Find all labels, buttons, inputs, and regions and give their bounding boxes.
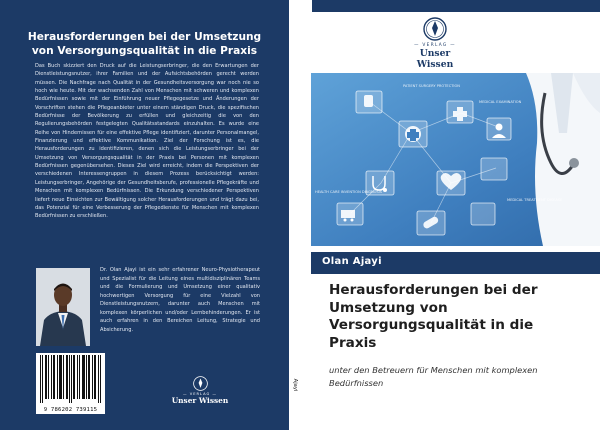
medical-icons-illustration [311, 73, 600, 246]
back-publisher-logo [165, 376, 235, 405]
front-publisher-brand: Unser Wissen [416, 48, 454, 70]
barcode-bars [38, 355, 103, 403]
author-biography: Dr. Olan Ajayi ist ein sehr erfahrener Neuro-Physiotherapeut und Spezialist für die Leitung eines multidisziplinären Teams und die Formulierung und Umsetzung einer qualitativ hochwertigen Versorgung für eine Vielzahl von Dienstleistungsnutzern, darunter auch Menschen mit komplexen körperlichen und/oder Lernbehinderungen. Er ist auch erfahren in den Bereichen Leitung, Strategie und Absicherung. [100, 267, 260, 333]
image-label-right-top: MEDICAL EXAMINATION [479, 100, 522, 104]
spine-author [289, 370, 300, 400]
front-publisher-logo [405, 17, 465, 70]
publisher-emblem-icon [193, 376, 208, 391]
spine-author-text: Ajayi [291, 378, 298, 392]
front-title-line-4: Praxis [329, 334, 377, 351]
back-publisher-verlag: — VERLAG — [183, 392, 217, 396]
cover-medical-image [311, 73, 600, 246]
front-title-line-2: Umsetzung von [329, 299, 448, 316]
image-label-right-bottom: MEDICAL TREATMENT DISEASE [507, 198, 563, 202]
book-spine [289, 0, 300, 430]
publisher-emblem-icon [423, 17, 447, 41]
front-publisher-verlag: — VERLAG — [414, 43, 456, 48]
front-title-line-1: Herausforderungen bei der [329, 282, 538, 298]
front-subtitle-line-2: Bedürfnissen [329, 377, 384, 388]
author-photo [36, 268, 90, 346]
back-cover-title [12, 30, 277, 58]
author-portrait-image [36, 268, 90, 346]
front-subtitle-line-1: unter den Betreuern für Menschen mit komplexen [329, 365, 538, 375]
front-title-line-3: Versorgungsqualität in die [329, 317, 534, 333]
back-title-line-2: von Versorgungsqualität in die Praxis [31, 45, 258, 57]
barcode-number: 9 786202 739115 [43, 407, 98, 413]
front-cover-title [329, 282, 591, 352]
back-cover-description: Das Buch skizziert den Druck auf die Leistungserbringer, die den Erwartungen der Dienstleistungsnutzer, ihrer Familien und der Aufsichtsbehörden gerecht werden müssen. Die Nachfrage nach Qualität in der Gesundheitsversorgung war noch nie so hoch wie heute. Mit der wachsenden Zahl von Menschen mit schweren und komplexen Bedürfnissen sowie mit der Einführung neuer Pflegegesetze und Änderungen der Vorschriften stehen die Pflegeanbieter unter einem ständigen Druck, die spezifischen Bedürfnisse der Bevölkerung zu erfüllen und gleichzeitig die von den Regulierungsbehörden festgelegten Qualitätsstandards einzuhalten. Es wurde eine Reihe von Hindernissen für eine effektive Pflege identifiziert, darunter Personalmangel, Finanzierung und effektive Kommunikation. Ziel der Forschung ist es, die Herausforderungen zu identifizieren, denen sich die Leistungserbringer bei der Umsetzung von Versorgungsqualität in der Praxis bei Personen mit komplexen Bedürfnissen gegenübersehen. Dieses Ziel wird erreicht, indem die Perspektiven der verschiedenen Interessengruppen in diesem Prozess berücksichtigt werden: Leistungserbringer, Angehörige der Gesundheitsberufe, professionelle Pflegekräfte und Menschen mit komplexen Bedürfnissen. Die Erkundung verschiedener Perspektiven liefert neue Einsichten zur Bewältigung solcher Herausforderungen und trägt dazu bei, das Potenzial für eine Verbesserung der Pflegedienste für Menschen mit komplexen Bedürfnissen zu erschließen. [35, 63, 259, 220]
author-band [311, 252, 600, 274]
back-publisher-brand: Unser Wissen [171, 396, 229, 405]
front-top-bar [312, 0, 600, 12]
back-title-line-1: Herausforderungen bei der Umsetzung [27, 31, 262, 43]
front-cover-subtitle [329, 364, 591, 389]
front-author-name: Olan Ajayi [322, 256, 382, 267]
isbn-barcode [36, 353, 105, 414]
image-label-top: PATIENT SURGERY PROTECTION [403, 84, 460, 88]
image-label-left-bottom: HEALTH CARE INVENTION DIAGNOSIS [315, 190, 383, 194]
back-cover [0, 0, 289, 430]
